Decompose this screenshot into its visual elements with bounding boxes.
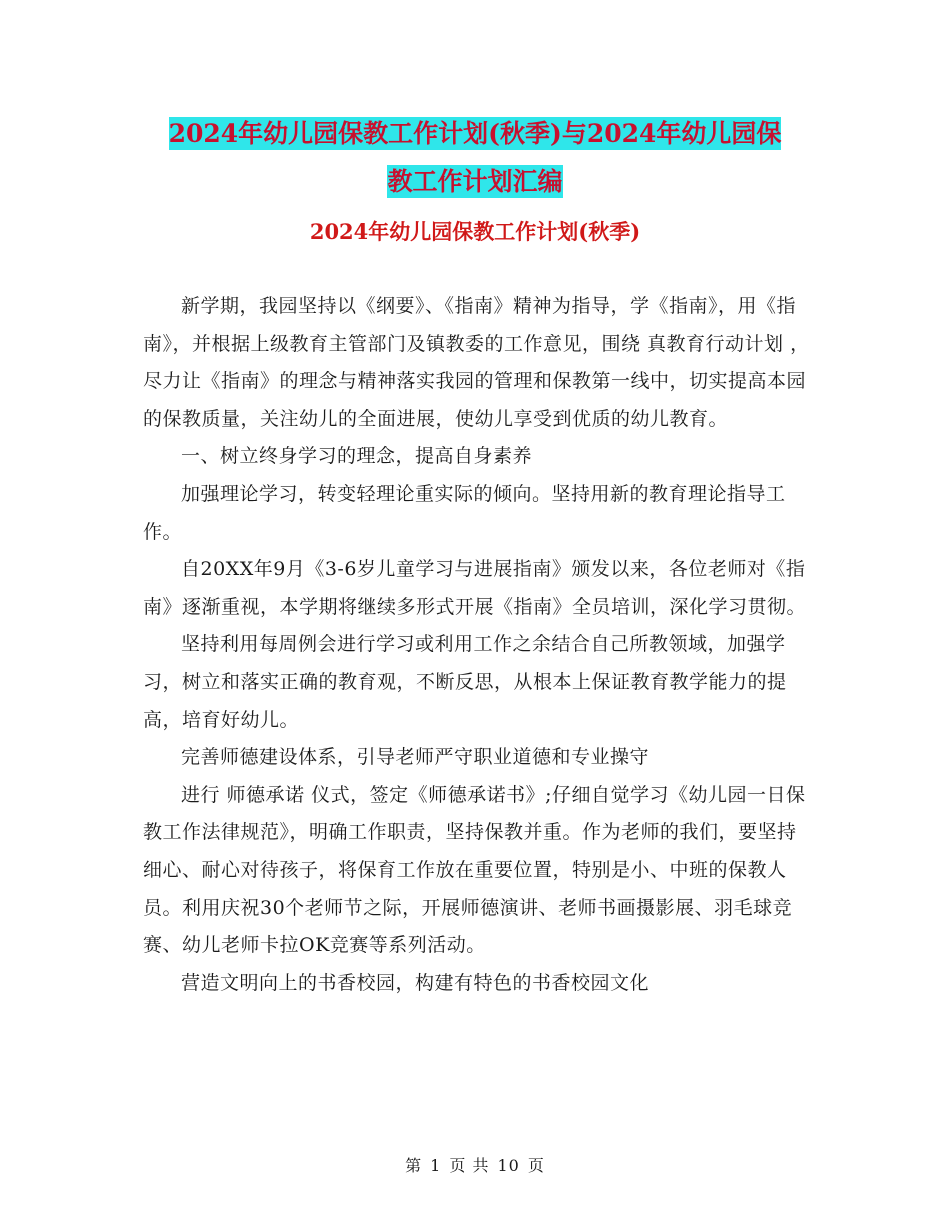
document-title-line2: 教工作计划汇编 bbox=[387, 167, 563, 196]
paragraph: 一、树立终身学习的理念，提高自身素养 bbox=[181, 445, 533, 468]
paragraph: 加强理论学习，转变轻理论重实际的倾向。坚持用新的教育理论指导工作。 bbox=[143, 482, 786, 543]
page-mid: 页 共 bbox=[449, 1156, 490, 1175]
paragraph: 自20XX年9月《3-6岁儿童学习与进展指南》颁发以来，各位老师对《指南》逐渐重视，本学期将继续多形式开展《指南》全员培训，深化学习贯彻。 bbox=[143, 558, 807, 618]
paragraph: 坚持利用每周例会进行学习或利用工作之余结合自己所教领域，加强学习，树立和落实正确的教育观，不断反思，从根本上保证教育教学能力的提高，培育好幼儿。 bbox=[143, 633, 787, 731]
page-current: 1 bbox=[430, 1156, 442, 1175]
document-title-line1: 2024年幼儿园保教工作计划(秋季)与2024年幼儿园保 bbox=[168, 119, 782, 148]
page-total: 10 bbox=[497, 1156, 520, 1175]
paragraph: 新学期，我园坚持以《纲要》、《指南》精神为指导，学《指南》，用《指南》，并根据上级教育主管部门及镇教委的工作意见，围绕 真教育行动计划 ，尽力让《指南》的理念与精神落实我园的管理和保教第一线中，切实提高本园的保教质量，关注幼儿的全面进展，使幼儿享受到优质的幼儿教育。 bbox=[143, 295, 810, 430]
page-prefix: 第 bbox=[405, 1156, 423, 1175]
document-body bbox=[143, 288, 813, 1002]
section-title: 2024年幼儿园保教工作计划(秋季) bbox=[309, 219, 641, 244]
paragraph: 营造文明向上的书香校园，构建有特色的书香校园文化 bbox=[181, 971, 650, 994]
document-title bbox=[0, 110, 950, 206]
page-suffix: 页 bbox=[527, 1156, 545, 1175]
paragraph: 进行 师德承诺 仪式，签定《师德承诺书》;仔细自觉学习《幼儿园一日保教工作法律规范》，明确工作职责，坚持保教并重。作为老师的我们，要坚持细心、耐心对待孩子，将保育工作放在重要位置，特别是小、中班的保教人员。利用庆祝30个老师节之际，开展师德演讲、老师书画摄影展、羽毛球竞赛、幼儿老师卡拉OK竞赛等系列活动。 bbox=[143, 783, 806, 957]
paragraph: 完善师德建设体系，引导老师严守职业道德和专业操守 bbox=[181, 746, 650, 769]
page-footer bbox=[0, 1153, 950, 1176]
